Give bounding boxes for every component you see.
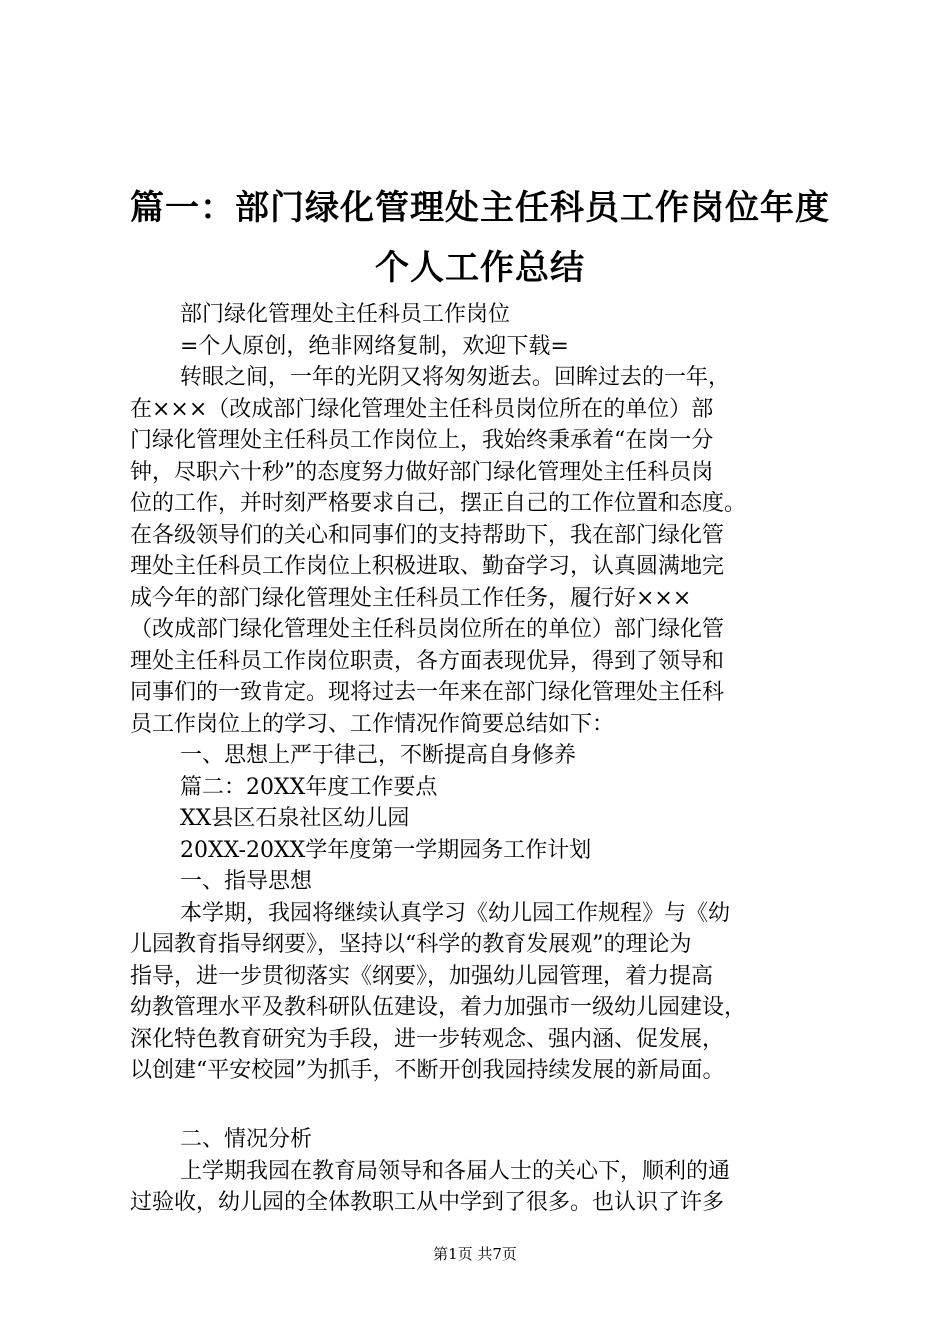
section-heading: 二、情况分析 (180, 1127, 313, 1152)
page-number-footer: 第1页 共7页 (433, 1245, 517, 1263)
body-line: 过验收，幼儿园的全体教职工从中学到了很多。也认识了许多 (130, 1190, 725, 1215)
body-line: 上学期我园在教育局领导和各届人士的关心下，顺利的通 (180, 1158, 731, 1184)
body-line: 深化特色教育研究为手段，进一步转观念、强内涵、促发展， (130, 1026, 725, 1052)
document-body (130, 299, 850, 1219)
body-line: 同事们的一致肯定。现将过去一年来在部门绿化管理处主任科 (130, 680, 725, 705)
body-line: 门绿化管理处主任科员工作岗位上，我始终秉承着“在岗一分 (130, 428, 714, 453)
document-title-line-2: 个人工作总结 (375, 248, 585, 288)
body-line: 本学期，我园将继续认真学习《幼儿园工作规程》与《幼 (180, 900, 731, 926)
body-line: 部门绿化管理处主任科员工作岗位 (180, 302, 511, 327)
body-line: 员工作岗位上的学习、工作情况作简要总结如下： (130, 711, 615, 737)
body-line: 理处主任科员工作岗位上积极进取、勤奋学习，认真圆满地完 (130, 554, 725, 579)
body-line: =个人原创，绝非网络复制，欢迎下载= (180, 333, 569, 359)
blank-line (130, 1087, 850, 1119)
body-line: 理处主任科员工作岗位职责，各方面表现优异，得到了领导和 (130, 648, 725, 674)
body-line: XX县区石泉社区幼儿园 (180, 806, 410, 831)
section-heading: 篇二：20XX年度工作要点 (180, 774, 438, 800)
body-line: 20XX-20XX学年度第一学期园务工作计划 (180, 837, 592, 863)
body-line: 在×××（改成部门绿化管理处主任科员岗位所在的单位）部 (130, 396, 714, 422)
body-line: 成今年的部门绿化管理处主任科员工作任务，履行好××× (130, 585, 692, 611)
body-line: 以创建“平安校园”为抓手，不断开创我园持续发展的新局面。 (130, 1058, 725, 1083)
body-line: 转眼之间，一年的光阴又将匆匆逝去。回眸过去的一年， (180, 365, 731, 390)
section-heading: 一、指导思想 (180, 869, 313, 894)
document-title-line-1: 篇一：部门绿化管理处主任科员工作岗位年度 (130, 188, 830, 228)
body-line: 位的工作，并时刻严格要求自己，摆正自己的工作位置和态度。 (130, 491, 747, 516)
section-heading: 一、思想上严于律己，不断提高自身修养 (180, 743, 577, 768)
body-line: 儿园教育指导纲要》，坚持以“科学的教育发展观”的理论为 (130, 932, 692, 957)
body-line: 幼教管理水平及教科研队伍建设，着力加强市一级幼儿园建设， (130, 995, 747, 1020)
body-line: 在各级领导们的关心和同事们的支持帮助下，我在部门绿化管 (130, 522, 725, 548)
body-line: 指导，进一步贯彻落实《纲要》，加强幼儿园管理，着力提高 (130, 963, 714, 989)
body-line: 钟，尽职六十秒”的态度努力做好部门绿化管理处主任科员岗 (130, 459, 714, 485)
body-line: （改成部门绿化管理处主任科员岗位所在的单位）部门绿化管 (130, 617, 725, 642)
